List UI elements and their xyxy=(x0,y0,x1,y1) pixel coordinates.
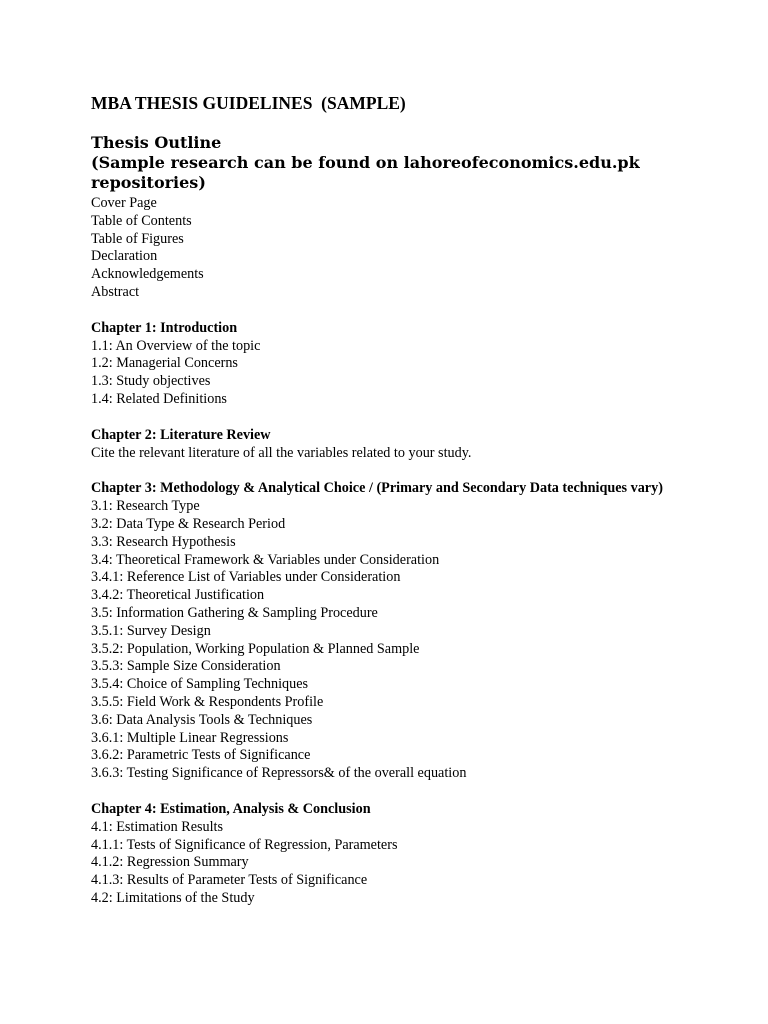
chapter-2-section xyxy=(91,427,691,463)
list-item: 4.1: Estimation Results xyxy=(91,818,224,835)
list-item: 4.1.2: Regression Summary xyxy=(91,854,249,871)
chapter-4-section xyxy=(91,801,691,908)
list-item: 3.6.1: Multiple Linear Regressions xyxy=(91,729,289,746)
list-item: 1.3: Study objectives xyxy=(91,373,211,390)
list-item: 3.5.4: Choice of Sampling Techniques xyxy=(91,676,309,693)
list-item: 3.1: Research Type xyxy=(91,498,200,515)
front-matter-list xyxy=(91,195,691,302)
chapter-1-list xyxy=(91,338,691,409)
document-page xyxy=(91,92,691,908)
list-item: 3.3: Research Hypothesis xyxy=(91,533,236,550)
list-item: 4.1.3: Results of Parameter Tests of Significance xyxy=(91,872,368,889)
chapter-4-title: Chapter 4: Estimation, Analysis & Conclusion xyxy=(91,800,371,817)
list-item: 1.1: An Overview of the topic xyxy=(91,337,261,354)
outline-subheading-line1: (Sample research can be found on lahoreofeconomics.edu.pk xyxy=(91,153,640,172)
list-item: Table of Contents xyxy=(91,212,192,229)
outline-heading: Thesis Outline xyxy=(91,133,222,152)
list-item: Cover Page xyxy=(91,195,157,211)
list-item: 3.2: Data Type & Research Period xyxy=(91,515,286,532)
list-item: 4.1.1: Tests of Significance of Regression, Parameters xyxy=(91,836,398,853)
list-item: 4.2: Limitations of the Study xyxy=(91,889,255,906)
list-item: Abstract xyxy=(91,283,140,300)
chapter-3-list xyxy=(91,498,691,783)
chapter-3-title: Chapter 3: Methodology & Analytical Choice / (Primary and Secondary Data techniques vary) xyxy=(91,480,663,497)
chapter-1-title: Chapter 1: Introduction xyxy=(91,319,238,336)
list-item: 3.4.2: Theoretical Justification xyxy=(91,587,265,604)
chapter-3-section xyxy=(91,480,691,783)
chapter-4-list xyxy=(91,819,691,908)
list-item: 3.4: Theoretical Framework & Variables under Consideration xyxy=(91,551,440,568)
outline-heading-block xyxy=(91,133,691,193)
outline-subheading-line2: repositories) xyxy=(91,173,206,192)
chapter-2-text: Cite the relevant literature of all the variables related to your study. xyxy=(91,444,472,461)
list-item: 3.5.1: Survey Design xyxy=(91,622,211,639)
list-item: 3.5.5: Field Work & Respondents Profile xyxy=(91,693,324,710)
list-item: 3.6.3: Testing Significance of Repressors& of the overall equation xyxy=(91,765,467,782)
list-item: 3.6.2: Parametric Tests of Significance xyxy=(91,747,311,764)
list-item: 3.6: Data Analysis Tools & Techniques xyxy=(91,711,313,728)
list-item: Acknowledgements xyxy=(91,266,204,283)
list-item: 1.2: Managerial Concerns xyxy=(91,355,238,372)
list-item: Declaration xyxy=(91,248,158,265)
list-item: Table of Figures xyxy=(91,230,184,247)
chapter-1-section xyxy=(91,320,691,409)
list-item: 3.5.2: Population, Working Population & Planned Sample xyxy=(91,640,420,657)
chapter-2-title: Chapter 2: Literature Review xyxy=(91,426,271,443)
list-item: 3.4.1: Reference List of Variables under Consideration xyxy=(91,569,401,586)
list-item: 1.4: Related Definitions xyxy=(91,390,227,407)
list-item: 3.5.3: Sample Size Consideration xyxy=(91,658,281,675)
list-item: 3.5: Information Gathering & Sampling Procedure xyxy=(91,604,378,621)
document-title: MBA THESIS GUIDELINES (SAMPLE) xyxy=(91,93,406,113)
